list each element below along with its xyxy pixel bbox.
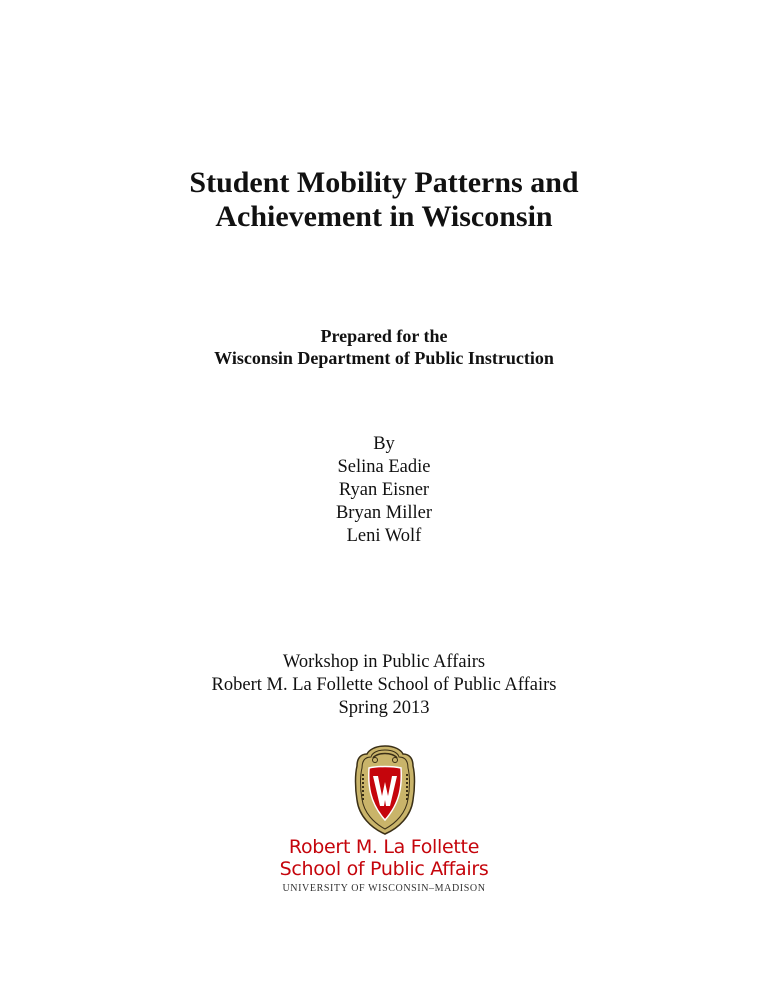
- logo-school-name-line-1: Robert M. La Follette: [288, 836, 480, 858]
- author-name: Ryan Eisner: [338, 480, 430, 500]
- uw-crest-icon: [353, 744, 417, 836]
- workshop-name: Workshop in Public Affairs: [282, 652, 486, 672]
- author-name: Selina Eadie: [337, 457, 431, 477]
- author-name: Leni Wolf: [346, 526, 422, 546]
- title-line-2: Achievement in Wisconsin: [215, 200, 553, 233]
- term: Spring 2013: [338, 698, 430, 718]
- prepared-for-label: Prepared for the: [320, 326, 448, 346]
- author-name: Bryan Miller: [335, 503, 433, 523]
- school-name: Robert M. La Follette School of Public Affairs: [211, 675, 557, 695]
- title-line-1: Student Mobility Patterns and: [189, 166, 579, 199]
- logo-school-name-line-2: School of Public Affairs: [279, 858, 489, 880]
- client-name: Wisconsin Department of Public Instruction: [214, 348, 554, 368]
- logo-university-name: UNIVERSITY OF WISCONSIN–MADISON: [282, 883, 486, 894]
- by-label: By: [373, 434, 395, 454]
